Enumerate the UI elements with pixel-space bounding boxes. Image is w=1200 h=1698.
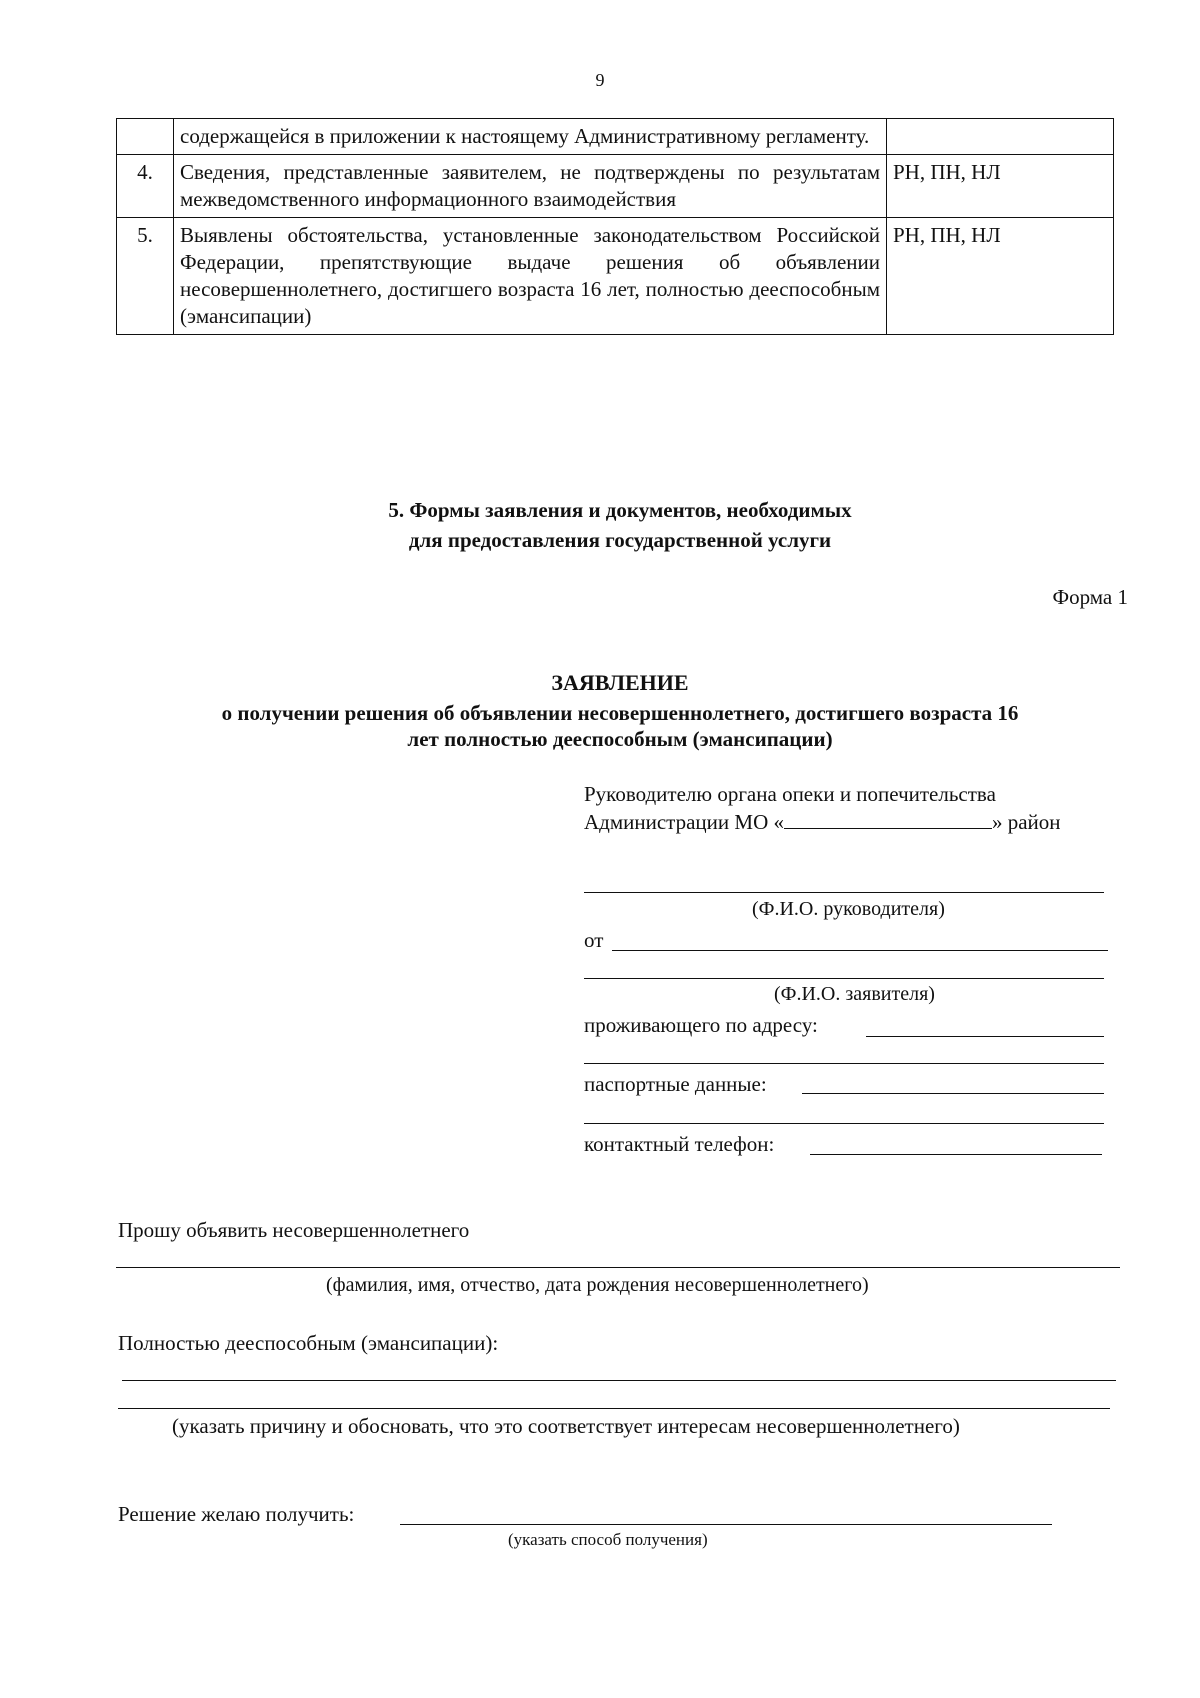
table-row <box>117 155 1114 218</box>
receive-label: Решение желаю получить: <box>118 1502 355 1526</box>
row-text: содержащейся в приложении к настоящему Административному регламенту. <box>174 119 887 155</box>
address-field[interactable] <box>866 1036 1104 1037</box>
addressee-line2 <box>584 810 1061 835</box>
request-label: Прошу объявить несовершеннолетнего <box>118 1218 470 1242</box>
application-heading: ЗАЯВЛЕНИЕ <box>551 670 689 695</box>
receive-method-field[interactable] <box>400 1524 1052 1525</box>
addressee-prefix: Администрации МО « <box>584 810 784 834</box>
form-label: Форма 1 <box>1052 585 1128 609</box>
from-label: от <box>584 928 604 952</box>
applicant-name-line2[interactable] <box>584 978 1104 979</box>
row-codes <box>887 119 1114 155</box>
row-codes: РН, ПН, НЛ <box>887 155 1114 218</box>
addressee-suffix: » район <box>991 810 1061 834</box>
table-row <box>117 218 1114 335</box>
reason-field-line2[interactable] <box>118 1408 1110 1409</box>
section-title-line1: 5. Формы заявления и документов, необходимых <box>388 498 852 522</box>
address-line2[interactable] <box>584 1063 1104 1064</box>
head-name-caption: (Ф.И.О. руководителя) <box>752 898 945 920</box>
section-title-line2: для предоставления государственной услуги <box>408 528 832 552</box>
row-number: 5. <box>117 218 174 335</box>
row-codes: РН, ПН, НЛ <box>887 218 1114 335</box>
application-subtitle-line2: лет полностью дееспособным (эмансипации) <box>407 727 833 751</box>
reason-caption: (указать причину и обосновать, что это соответствует интересам несовершеннолетнего) <box>172 1414 960 1438</box>
application-subtitle-line1: о получении решения об объявлении несовершеннолетнего, достигшего возраста 16 <box>221 701 1019 725</box>
addressee-line1: Руководителю органа опеки и попечительства <box>584 782 996 806</box>
passport-field[interactable] <box>802 1093 1104 1094</box>
phone-field[interactable] <box>810 1154 1102 1155</box>
row-number <box>117 119 174 155</box>
address-label: проживающего по адресу: <box>584 1013 818 1037</box>
row-text: Сведения, представленные заявителем, не подтверждены по результатам межведомственного информационного взаимодействия <box>174 155 887 218</box>
applicant-name-field[interactable] <box>612 950 1108 951</box>
reason-field-line1[interactable] <box>122 1380 1116 1381</box>
head-name-line[interactable] <box>584 892 1104 893</box>
passport-line2[interactable] <box>584 1123 1104 1124</box>
minor-caption: (фамилия, имя, отчество, дата рождения несовершеннолетнего) <box>326 1274 869 1296</box>
row-number: 4. <box>117 155 174 218</box>
passport-label: паспортные данные: <box>584 1072 767 1096</box>
applicant-caption: (Ф.И.О. заявителя) <box>774 983 935 1005</box>
minor-name-field[interactable] <box>116 1267 1120 1268</box>
grounds-table <box>116 118 1114 335</box>
row-text: Выявлены обстоятельства, установленные законодательством Российской Федерации, препятствующие выдаче решения об объявлении несовершеннолетнего, достигшего возраста 16 лет, полностью дееспособным (эмансипации) <box>174 218 887 335</box>
table-row <box>117 119 1114 155</box>
phone-label: контактный телефон: <box>584 1132 775 1156</box>
page-number: 9 <box>595 70 605 90</box>
receive-caption: (указать способ получения) <box>508 1530 708 1549</box>
district-field[interactable] <box>784 810 992 829</box>
capable-label: Полностью дееспособным (эмансипации): <box>118 1331 499 1355</box>
